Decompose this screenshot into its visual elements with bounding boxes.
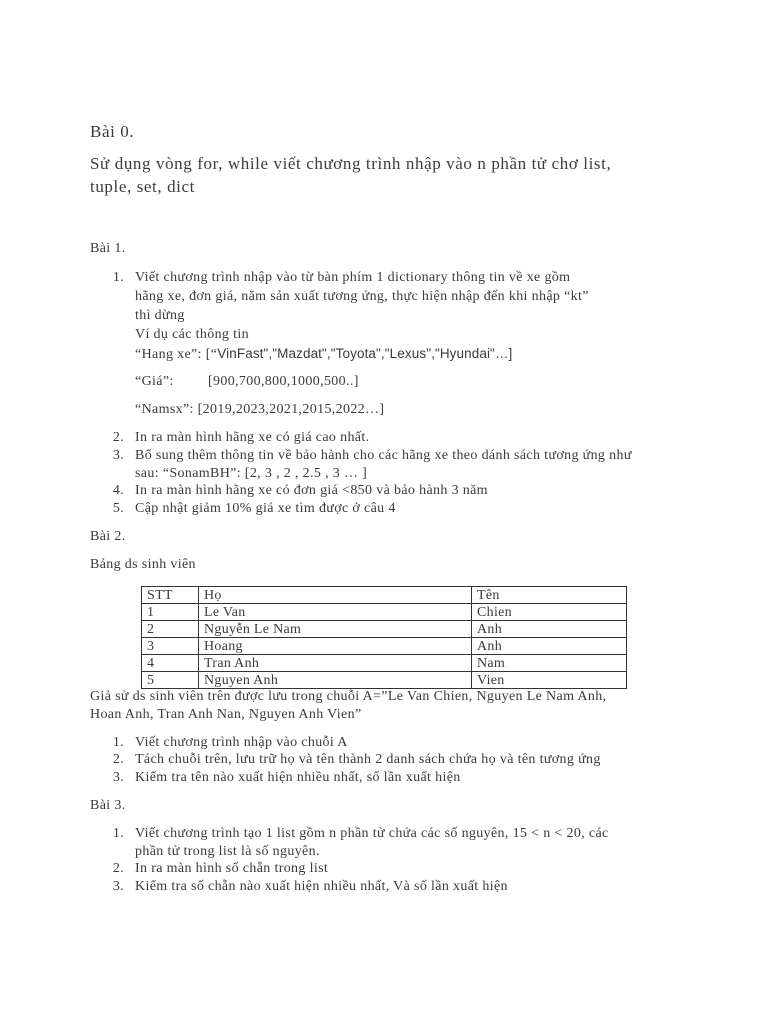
bai1-item-5-line-1: Cập nhật giảm 10% giá xe tìm được ở câu 4 — [135, 501, 396, 516]
bai3-item-1-line-2: phần tử trong list là số nguyên. — [135, 844, 320, 859]
student-table — [141, 586, 627, 689]
table-cell: Anh — [472, 638, 627, 655]
bai3-item-2-line-1: In ra màn hình số chẵn trong list — [135, 861, 329, 876]
table-row — [142, 655, 627, 672]
bai1-item-2-number: 2. — [112, 430, 124, 445]
table-cell: Hoang — [199, 638, 472, 655]
table-cell: Nguyen Anh — [199, 672, 472, 689]
table-cell: Tran Anh — [199, 655, 472, 672]
bai2-item-2-text: Tách chuỗi trên, lưu trữ họ và tên thành 2 danh sách chứa họ và tên tương ứng — [135, 752, 601, 767]
table-row — [142, 672, 627, 689]
bai0-heading: Bài 0. — [90, 122, 135, 141]
table-row — [142, 604, 627, 621]
bai2-item-1-number: 1. — [112, 735, 124, 750]
bai3-item-1-number: 1. — [112, 826, 124, 841]
bai1-item-2-line-1: In ra màn hình hãng xe có giá cao nhất. — [135, 430, 370, 445]
bai1-item-3-line-1: Bổ sung thêm thông tin về bảo hành cho các hãng xe theo dánh sách tương ứng như — [135, 448, 632, 463]
table-header-row — [142, 587, 627, 604]
table-cell: Nguyễn Le Nam — [199, 621, 472, 638]
gia-key: “Giá”: — [135, 374, 174, 389]
bai1-item-4-line-1: In ra màn hình hãng xe có đơn giá <850 và bảo hành 3 năm — [135, 483, 488, 498]
bai1-item-5-number: 5. — [112, 501, 124, 516]
bai3-item-1-line-1: Viết chương trình tạo 1 list gồm n phần tử chứa các số nguyên, 15 < n < 20, các — [135, 826, 609, 841]
table-cell: 4 — [142, 655, 199, 672]
bai2-item-1-text: Viết chương trình nhập vào chuỗi A — [135, 735, 348, 750]
table-row — [142, 621, 627, 638]
gia-values: [900,700,800,1000,500..] — [208, 374, 359, 389]
table-cell: 1 — [142, 604, 199, 621]
bai2-note-line-1: Giả sử ds sinh viên trên được lưu trong chuỗi A=”Le Van Chien, Nguyen Le Nam Anh, — [90, 689, 607, 704]
bai3-item-3-line-1: Kiểm tra số chẵn nào xuất hiện nhiều nhất, Và số lần xuất hiện — [135, 879, 508, 894]
bai1-item-1-line-4: Ví dụ các thông tin — [135, 327, 249, 342]
table-cell: 3 — [142, 638, 199, 655]
bai1-item-1-line-3: thì dừng — [135, 308, 185, 323]
bai3-item-3-number: 3. — [112, 879, 124, 894]
bai2-item-3-text: Kiểm tra tên nào xuất hiện nhiều nhất, số lần xuất hiện — [135, 770, 461, 785]
bai2-item-3-number: 3. — [112, 770, 124, 785]
column-header-ho: Họ — [199, 587, 472, 604]
table-cell: Nam — [472, 655, 627, 672]
hang-xe-line — [135, 346, 512, 363]
column-header-stt: STT — [142, 587, 199, 604]
bai1-item-3-line-2: sau: “SonamBH”: [2, 3 , 2 , 2.5 , 3 … ] — [135, 466, 368, 481]
table-cell: Le Van — [199, 604, 472, 621]
bai0-text-line-2: tuple, set, dict — [90, 177, 195, 196]
table-cell: 2 — [142, 621, 199, 638]
column-header-ten: Tên — [472, 587, 627, 604]
bai0-text-line-1: Sử dụng vòng for, while viết chương trình nhập vào n phần tử chơ list, — [90, 154, 612, 173]
bai1-item-3-number: 3. — [112, 448, 124, 463]
bai2-item-2-number: 2. — [112, 752, 124, 767]
hang-xe-values: VinFast","Mazdat","Toyota","Lexus","Hyundai"…] — [217, 346, 513, 361]
bai1-item-1-line-2: hãng xe, đơn giá, năm sản xuất tương ứng, thực hiện nhập đến khi nhập “kt” — [135, 289, 589, 304]
table-row — [142, 638, 627, 655]
table-cell: Chien — [472, 604, 627, 621]
bai2-note-line-2: Hoan Anh, Tran Anh Nan, Nguyen Anh Vien” — [90, 707, 362, 722]
bai1-heading: Bài 1. — [90, 241, 126, 256]
bai2-heading: Bài 2. — [90, 529, 126, 544]
bai1-item-4-number: 4. — [112, 483, 124, 498]
bai3-heading: Bài 3. — [90, 798, 126, 813]
table-cell: 5 — [142, 672, 199, 689]
hang-xe-key: “Hang xe”: [“ — [135, 347, 218, 362]
bai2-table-title: Bảng ds sinh viên — [90, 557, 196, 572]
bai1-item-1-line-1: Viết chương trình nhập vào từ bàn phím 1 dictionary thông tin về xe gồm — [135, 270, 571, 285]
table-cell: Vien — [472, 672, 627, 689]
table-cell: Anh — [472, 621, 627, 638]
bai1-item-1-number: 1. — [112, 270, 124, 285]
namsx-line: “Namsx”: [2019,2023,2021,2015,2022…] — [135, 402, 385, 417]
bai3-item-2-number: 2. — [112, 861, 124, 876]
